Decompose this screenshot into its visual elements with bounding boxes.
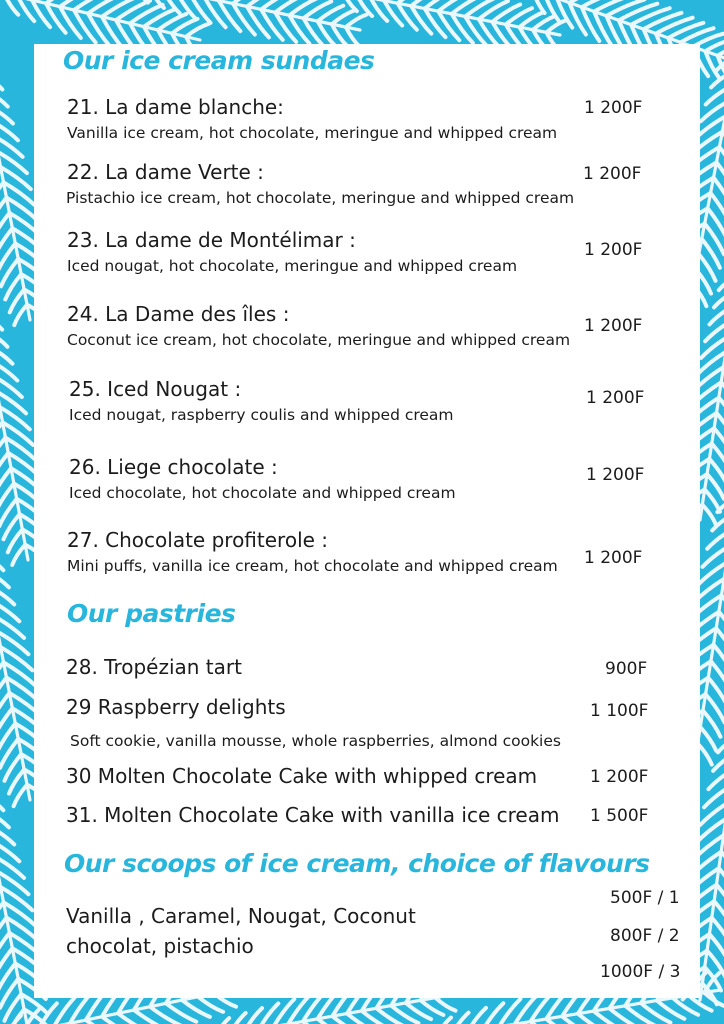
sundae-price-24: 1 200F — [584, 316, 643, 336]
sundae-name-21: 21. La dame blanche: — [67, 95, 284, 119]
scoop-price-3: 1000F / 3 — [600, 962, 681, 982]
pastry-name-29: 29 Raspberry delights — [66, 695, 286, 719]
sundae-desc-22: Pistachio ice cream, hot chocolate, meringue and whipped cream — [66, 189, 575, 207]
sundae-desc-24: Coconut ice cream, hot chocolate, meringue and whipped cream — [67, 331, 571, 349]
scoop-flavours-line-2: chocolat, pistachio — [66, 934, 254, 958]
sundae-name-23: 23. La dame de Montélimar : — [67, 228, 356, 252]
sundae-price-25: 1 200F — [586, 388, 645, 408]
pastry-price-31: 1 500F — [590, 806, 649, 826]
pastry-name-30: 30 Molten Chocolate Cake with whipped cream — [66, 764, 538, 788]
pastry-name-28: 28. Tropézian tart — [66, 655, 242, 679]
sundae-name-24: 24. La Dame des îles : — [67, 302, 290, 326]
sundae-price-23: 1 200F — [584, 240, 643, 260]
scoop-flavours-line-1: Vanilla , Caramel, Nougat, Coconut — [66, 904, 416, 928]
pastry-desc-29: Soft cookie, vanilla mousse, whole raspberries, almond cookies — [70, 732, 561, 750]
sundae-price-21: 1 200F — [584, 98, 643, 118]
sundae-name-27: 27. Chocolate profiterole : — [67, 528, 329, 552]
sundae-desc-23: Iced nougat, hot chocolate, meringue and whipped cream — [67, 257, 518, 275]
sundae-desc-26: Iced chocolate, hot chocolate and whipped cream — [69, 484, 456, 502]
sundae-name-25: 25. Iced Nougat : — [69, 377, 242, 401]
sundae-desc-27: Mini puffs, vanilla ice cream, hot chocolate and whipped cream — [67, 557, 558, 575]
section-title-sundaes: Our ice cream sundaes — [63, 46, 375, 75]
sundae-name-26: 26. Liege chocolate : — [69, 455, 278, 479]
pastry-name-31: 31. Molten Chocolate Cake with vanilla ice cream — [66, 803, 560, 827]
sundae-desc-25: Iced nougat, raspberry coulis and whipped cream — [69, 406, 454, 424]
scoop-price-1: 500F / 1 — [610, 888, 680, 908]
section-title-scoops: Our scoops of ice cream, choice of flavours — [64, 849, 650, 878]
scoop-price-2: 800F / 2 — [610, 926, 680, 946]
section-title-pastries: Our pastries — [67, 599, 236, 628]
pastry-price-29: 1 100F — [590, 701, 649, 721]
sundae-price-27: 1 200F — [584, 548, 643, 568]
sundae-desc-21: Vanilla ice cream, hot chocolate, meringue and whipped cream — [67, 124, 558, 142]
sundae-price-26: 1 200F — [586, 465, 645, 485]
sundae-name-22: 22. La dame Verte : — [67, 160, 264, 184]
pastry-price-28: 900F — [605, 659, 648, 679]
sundae-price-22: 1 200F — [583, 164, 642, 184]
pastry-price-30: 1 200F — [590, 767, 649, 787]
